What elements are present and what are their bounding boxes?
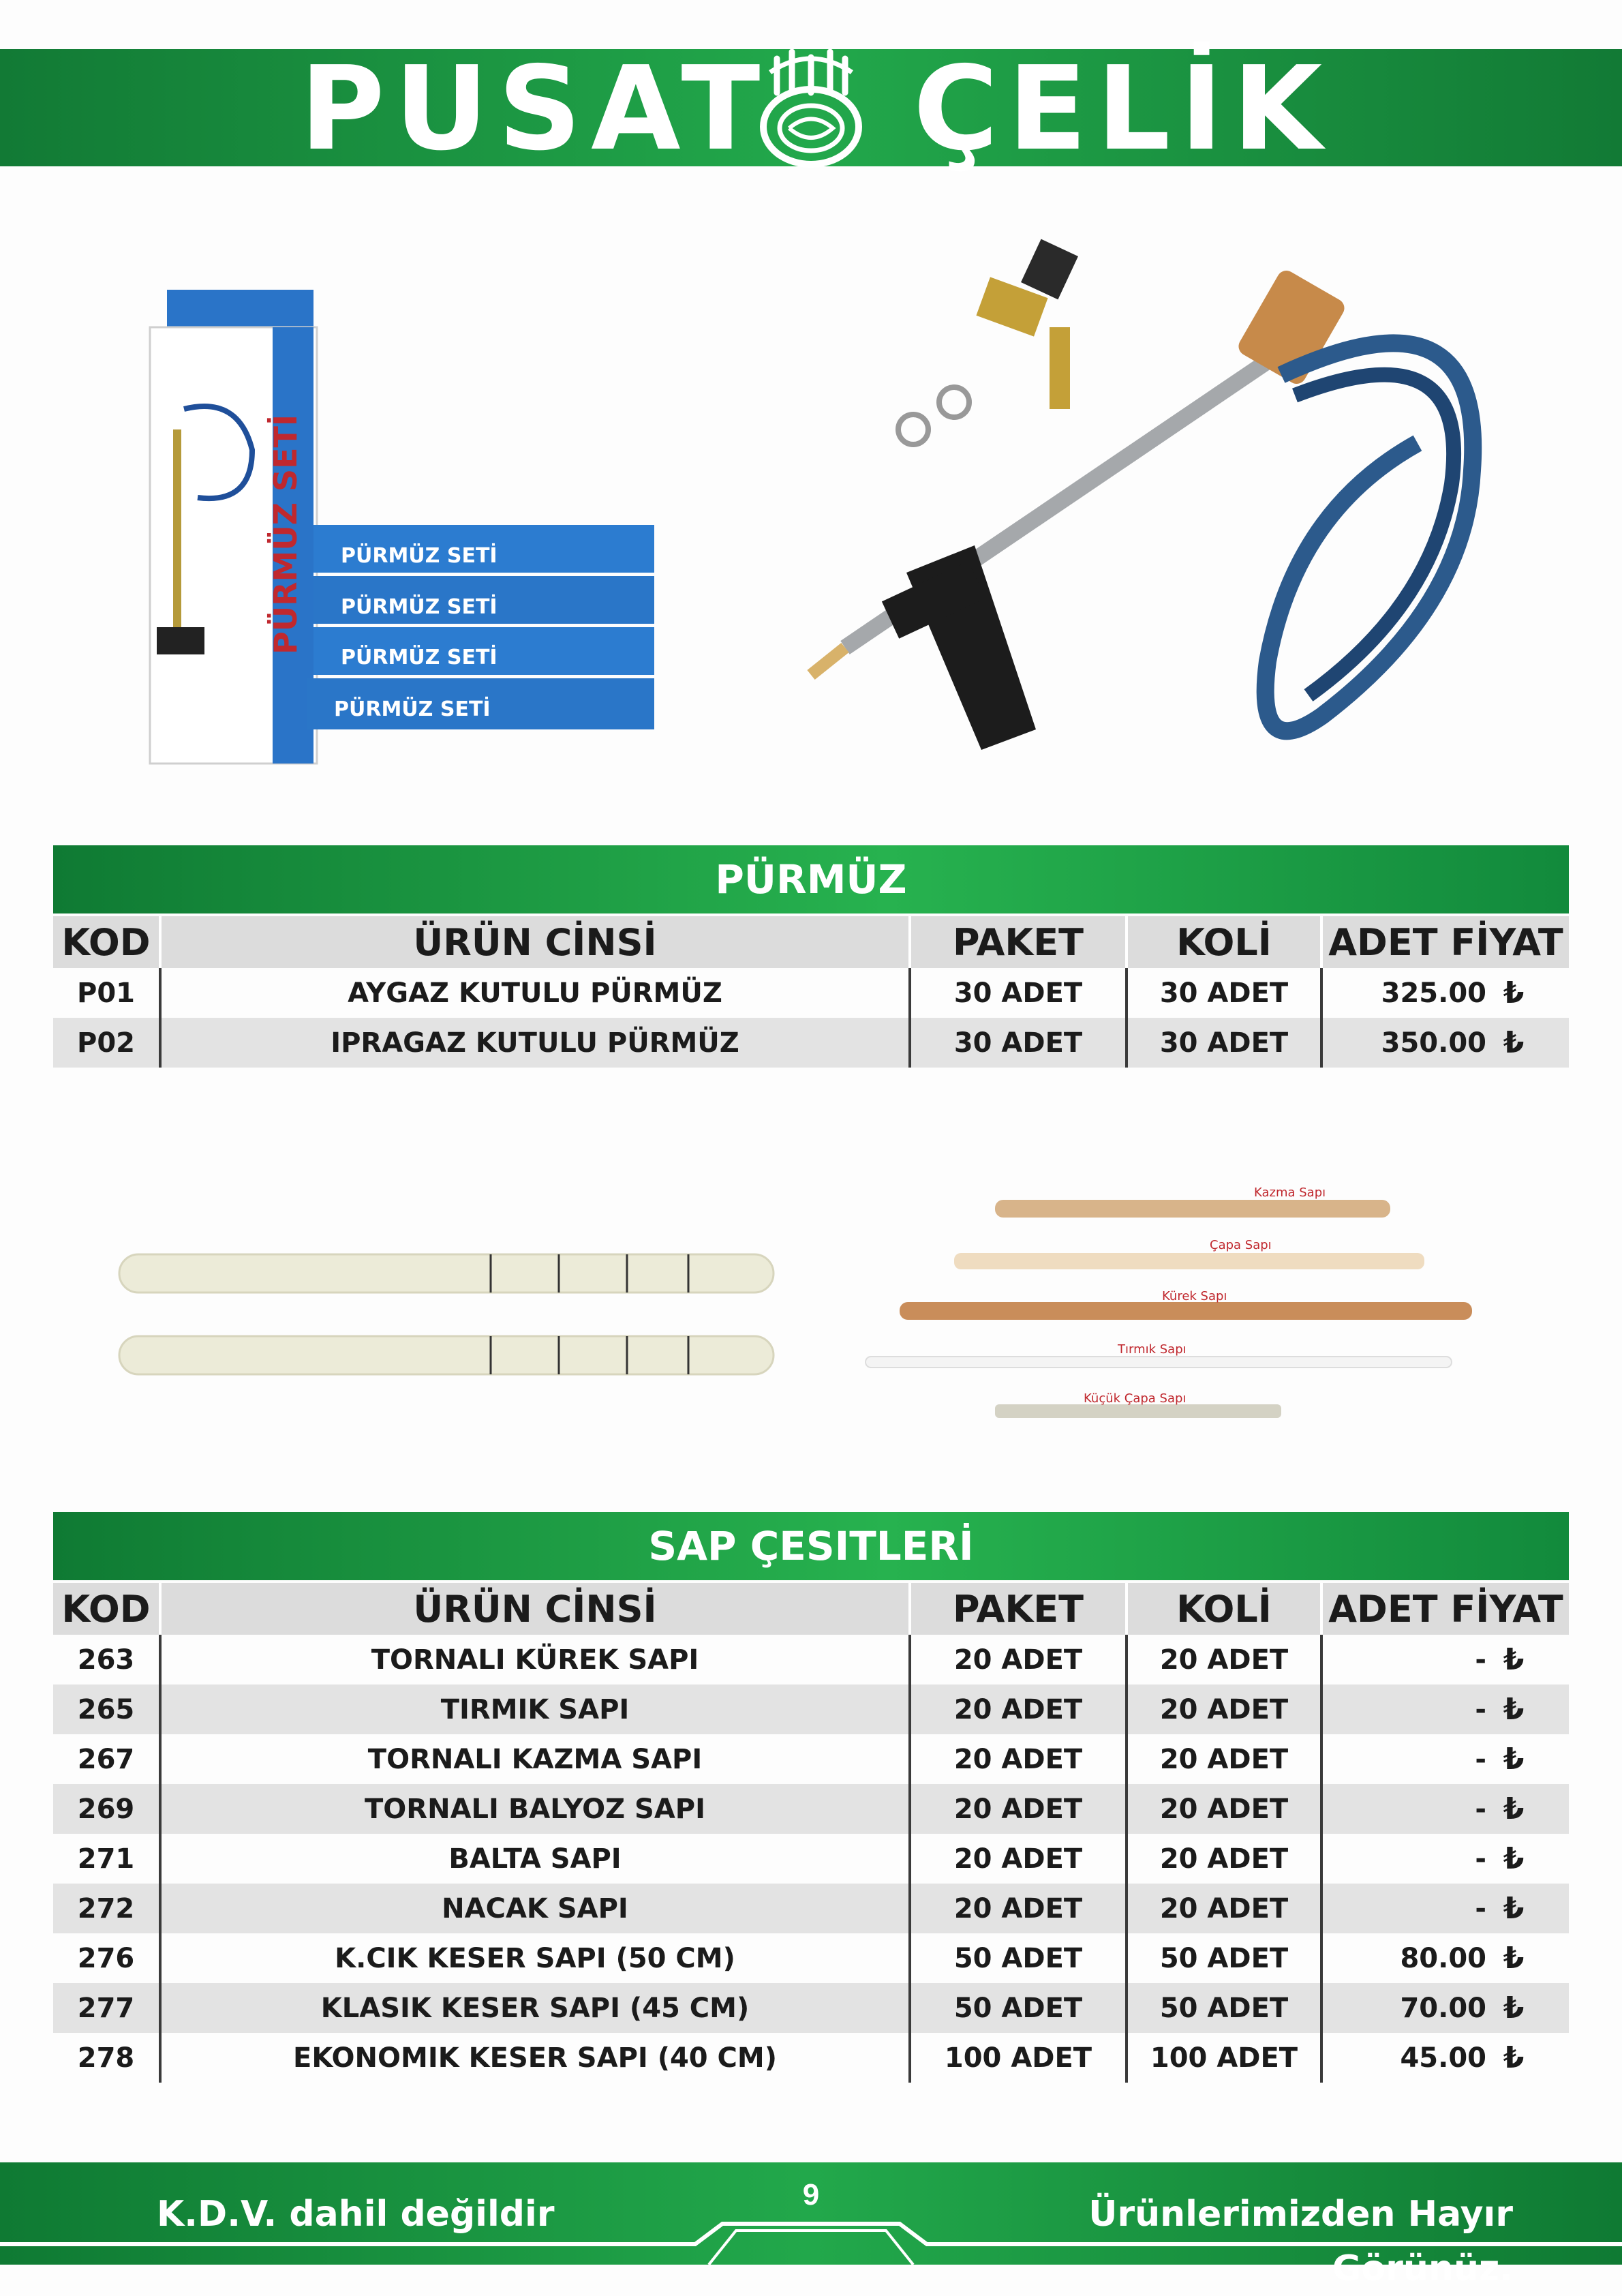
cell-kod: 265 [77, 1693, 135, 1725]
box-label: PÜRMÜZ SETİ [341, 646, 498, 669]
lira-icon: ₺ [1503, 1642, 1525, 1677]
table-row [53, 1884, 1569, 1933]
cell-paket: 20 ADET [908, 1834, 1125, 1884]
price-value: 80.00 [1400, 1942, 1486, 1974]
cell-kod: 263 [77, 1644, 135, 1676]
cell-kod: 271 [77, 1843, 135, 1875]
handle-label: Kürek Sapı [1162, 1289, 1227, 1303]
price-value: - [1475, 1743, 1486, 1775]
col-header-fiyat: ADET FİYAT [1320, 1583, 1569, 1635]
sap-table [53, 1583, 1569, 2083]
col-header-paket: PAKET [908, 1583, 1125, 1635]
cell-koli: 20 ADET [1125, 1685, 1320, 1734]
lira-icon: ₺ [1503, 1025, 1525, 1060]
cell-paket: 20 ADET [908, 1734, 1125, 1784]
cell-paket: 50 ADET [908, 1933, 1125, 1983]
cell-urun: KLASIK KESER SAPI (45 CM) [159, 1983, 908, 2033]
lira-icon: ₺ [1503, 1692, 1525, 1727]
wooden-handles-image [859, 1173, 1513, 1445]
col-header-urun: ÜRÜN CİNSİ [159, 916, 908, 968]
table-row [53, 1983, 1569, 2033]
cell-urun: TORNALI BALYOZ SAPI [159, 1784, 908, 1834]
cell-urun: AYGAZ KUTULU PÜRMÜZ [159, 968, 908, 1018]
purmuz-table [53, 916, 1569, 1068]
cell-paket: 50 ADET [908, 1983, 1125, 2033]
cell-urun: K.CIK KESER SAPI (50 CM) [159, 1933, 908, 1983]
cell-koli: 30 ADET [1125, 1018, 1320, 1068]
cell-kod: 278 [77, 2042, 135, 2074]
cell-fiyat [1320, 968, 1569, 1018]
calligraphy-emblem-icon [750, 45, 872, 175]
cell-koli: 100 ADET [1125, 2033, 1320, 2083]
cell-paket: 20 ADET [908, 1685, 1125, 1734]
lira-icon: ₺ [1503, 976, 1525, 1010]
handle-label: Küçük Çapa Sapı [1084, 1391, 1187, 1406]
cell-kod: P01 [77, 977, 135, 1009]
cell-fiyat [1320, 1784, 1569, 1834]
cell-paket: 30 ADET [908, 968, 1125, 1018]
cell-kod: 276 [77, 1942, 135, 1974]
cell-kod: 267 [77, 1743, 135, 1775]
box-label: PÜRMÜZ SETİ [334, 697, 491, 721]
price-value: 350.00 [1381, 1027, 1486, 1059]
table-header-row [53, 916, 1569, 968]
table-row [53, 1018, 1569, 1068]
table-row [53, 1635, 1569, 1685]
price-value: 70.00 [1400, 1992, 1486, 2024]
cell-urun: BALTA SAPI [159, 1834, 908, 1884]
lira-icon: ₺ [1503, 1841, 1525, 1876]
cell-paket: 30 ADET [908, 1018, 1125, 1068]
table-row [53, 1685, 1569, 1734]
table-row [53, 1933, 1569, 1983]
handle-label: Kazma Sapı [1254, 1185, 1326, 1200]
cell-koli: 50 ADET [1125, 1933, 1320, 1983]
col-header-paket: PAKET [908, 916, 1125, 968]
lira-icon: ₺ [1503, 2040, 1525, 2075]
price-value: - [1475, 1693, 1486, 1725]
lira-icon: ₺ [1503, 1991, 1525, 2025]
handle-label: Tırmık Sapı [1118, 1342, 1187, 1357]
cell-kod: 269 [77, 1793, 135, 1825]
white-handles-image [109, 1241, 784, 1391]
footer-note-right: Ürünlerimizden Hayır Görünüz. [1088, 2194, 1513, 2289]
cell-fiyat [1320, 1685, 1569, 1734]
lira-icon: ₺ [1503, 1941, 1525, 1976]
footer-note-left: K.D.V. dahil değildir [157, 2194, 555, 2235]
cell-kod: 272 [77, 1892, 135, 1924]
purmuz-torch-image [750, 225, 1499, 811]
cell-urun: TORNALI KAZMA SAPI [159, 1734, 908, 1784]
cell-fiyat [1320, 1734, 1569, 1784]
price-value: - [1475, 1892, 1486, 1924]
cell-koli: 50 ADET [1125, 1983, 1320, 2033]
table-row [53, 1734, 1569, 1784]
brand-name-right: ÇELİK [913, 42, 1332, 177]
price-value: - [1475, 1644, 1486, 1676]
cell-fiyat [1320, 1983, 1569, 2033]
table-header-row [53, 1583, 1569, 1635]
price-value: - [1475, 1843, 1486, 1875]
col-header-koli: KOLİ [1125, 916, 1320, 968]
lira-icon: ₺ [1503, 1792, 1525, 1826]
cell-fiyat [1320, 1018, 1569, 1068]
cell-koli: 30 ADET [1125, 968, 1320, 1018]
table-row [53, 968, 1569, 1018]
cell-fiyat [1320, 1834, 1569, 1884]
col-header-fiyat: ADET FİYAT [1320, 916, 1569, 968]
col-header-kod: KOD [61, 920, 151, 964]
cell-koli: 20 ADET [1125, 1734, 1320, 1784]
cell-kod: 277 [77, 1992, 135, 2024]
cell-paket: 20 ADET [908, 1784, 1125, 1834]
cell-urun: EKONOMIK KESER SAPI (40 CM) [159, 2033, 908, 2083]
page-number: 9 [802, 2178, 820, 2211]
cell-koli: 20 ADET [1125, 1784, 1320, 1834]
cell-fiyat [1320, 2033, 1569, 2083]
col-header-kod: KOD [61, 1587, 151, 1631]
purmuz-seti-boxes-image [136, 273, 682, 777]
cell-urun: NACAK SAPI [159, 1884, 908, 1933]
cell-fiyat [1320, 1933, 1569, 1983]
cell-koli: 20 ADET [1125, 1635, 1320, 1685]
cell-koli: 20 ADET [1125, 1834, 1320, 1884]
price-value: 325.00 [1381, 977, 1486, 1009]
cell-urun: IPRAGAZ KUTULU PÜRMÜZ [159, 1018, 908, 1068]
box-side-label: PÜRMÜZ SETİ [267, 414, 304, 654]
price-value: 45.00 [1400, 2042, 1486, 2074]
lira-icon: ₺ [1503, 1742, 1525, 1777]
cell-urun: TIRMIK SAPI [159, 1685, 908, 1734]
box-label: PÜRMÜZ SETİ [341, 544, 498, 568]
cell-urun: TORNALI KÜREK SAPI [159, 1635, 908, 1685]
lira-icon: ₺ [1503, 1891, 1525, 1926]
cell-fiyat [1320, 1884, 1569, 1933]
section-title-purmuz: PÜRMÜZ [53, 845, 1569, 913]
table-row [53, 1834, 1569, 1884]
cell-paket: 20 ADET [908, 1635, 1125, 1685]
cell-koli: 20 ADET [1125, 1884, 1320, 1933]
box-label: PÜRMÜZ SETİ [341, 595, 498, 619]
cell-paket: 100 ADET [908, 2033, 1125, 2083]
brand-name-left: PUSAT [300, 42, 770, 177]
handle-label: Çapa Sapı [1210, 1238, 1272, 1252]
cell-paket: 20 ADET [908, 1884, 1125, 1933]
section-title-sap: SAP ÇESITLERİ [53, 1512, 1569, 1580]
col-header-koli: KOLİ [1125, 1583, 1320, 1635]
table-row [53, 2033, 1569, 2083]
cell-fiyat [1320, 1635, 1569, 1685]
price-value: - [1475, 1793, 1486, 1825]
table-row [53, 1784, 1569, 1834]
col-header-urun: ÜRÜN CİNSİ [159, 1583, 908, 1635]
cell-kod: P02 [77, 1027, 135, 1059]
